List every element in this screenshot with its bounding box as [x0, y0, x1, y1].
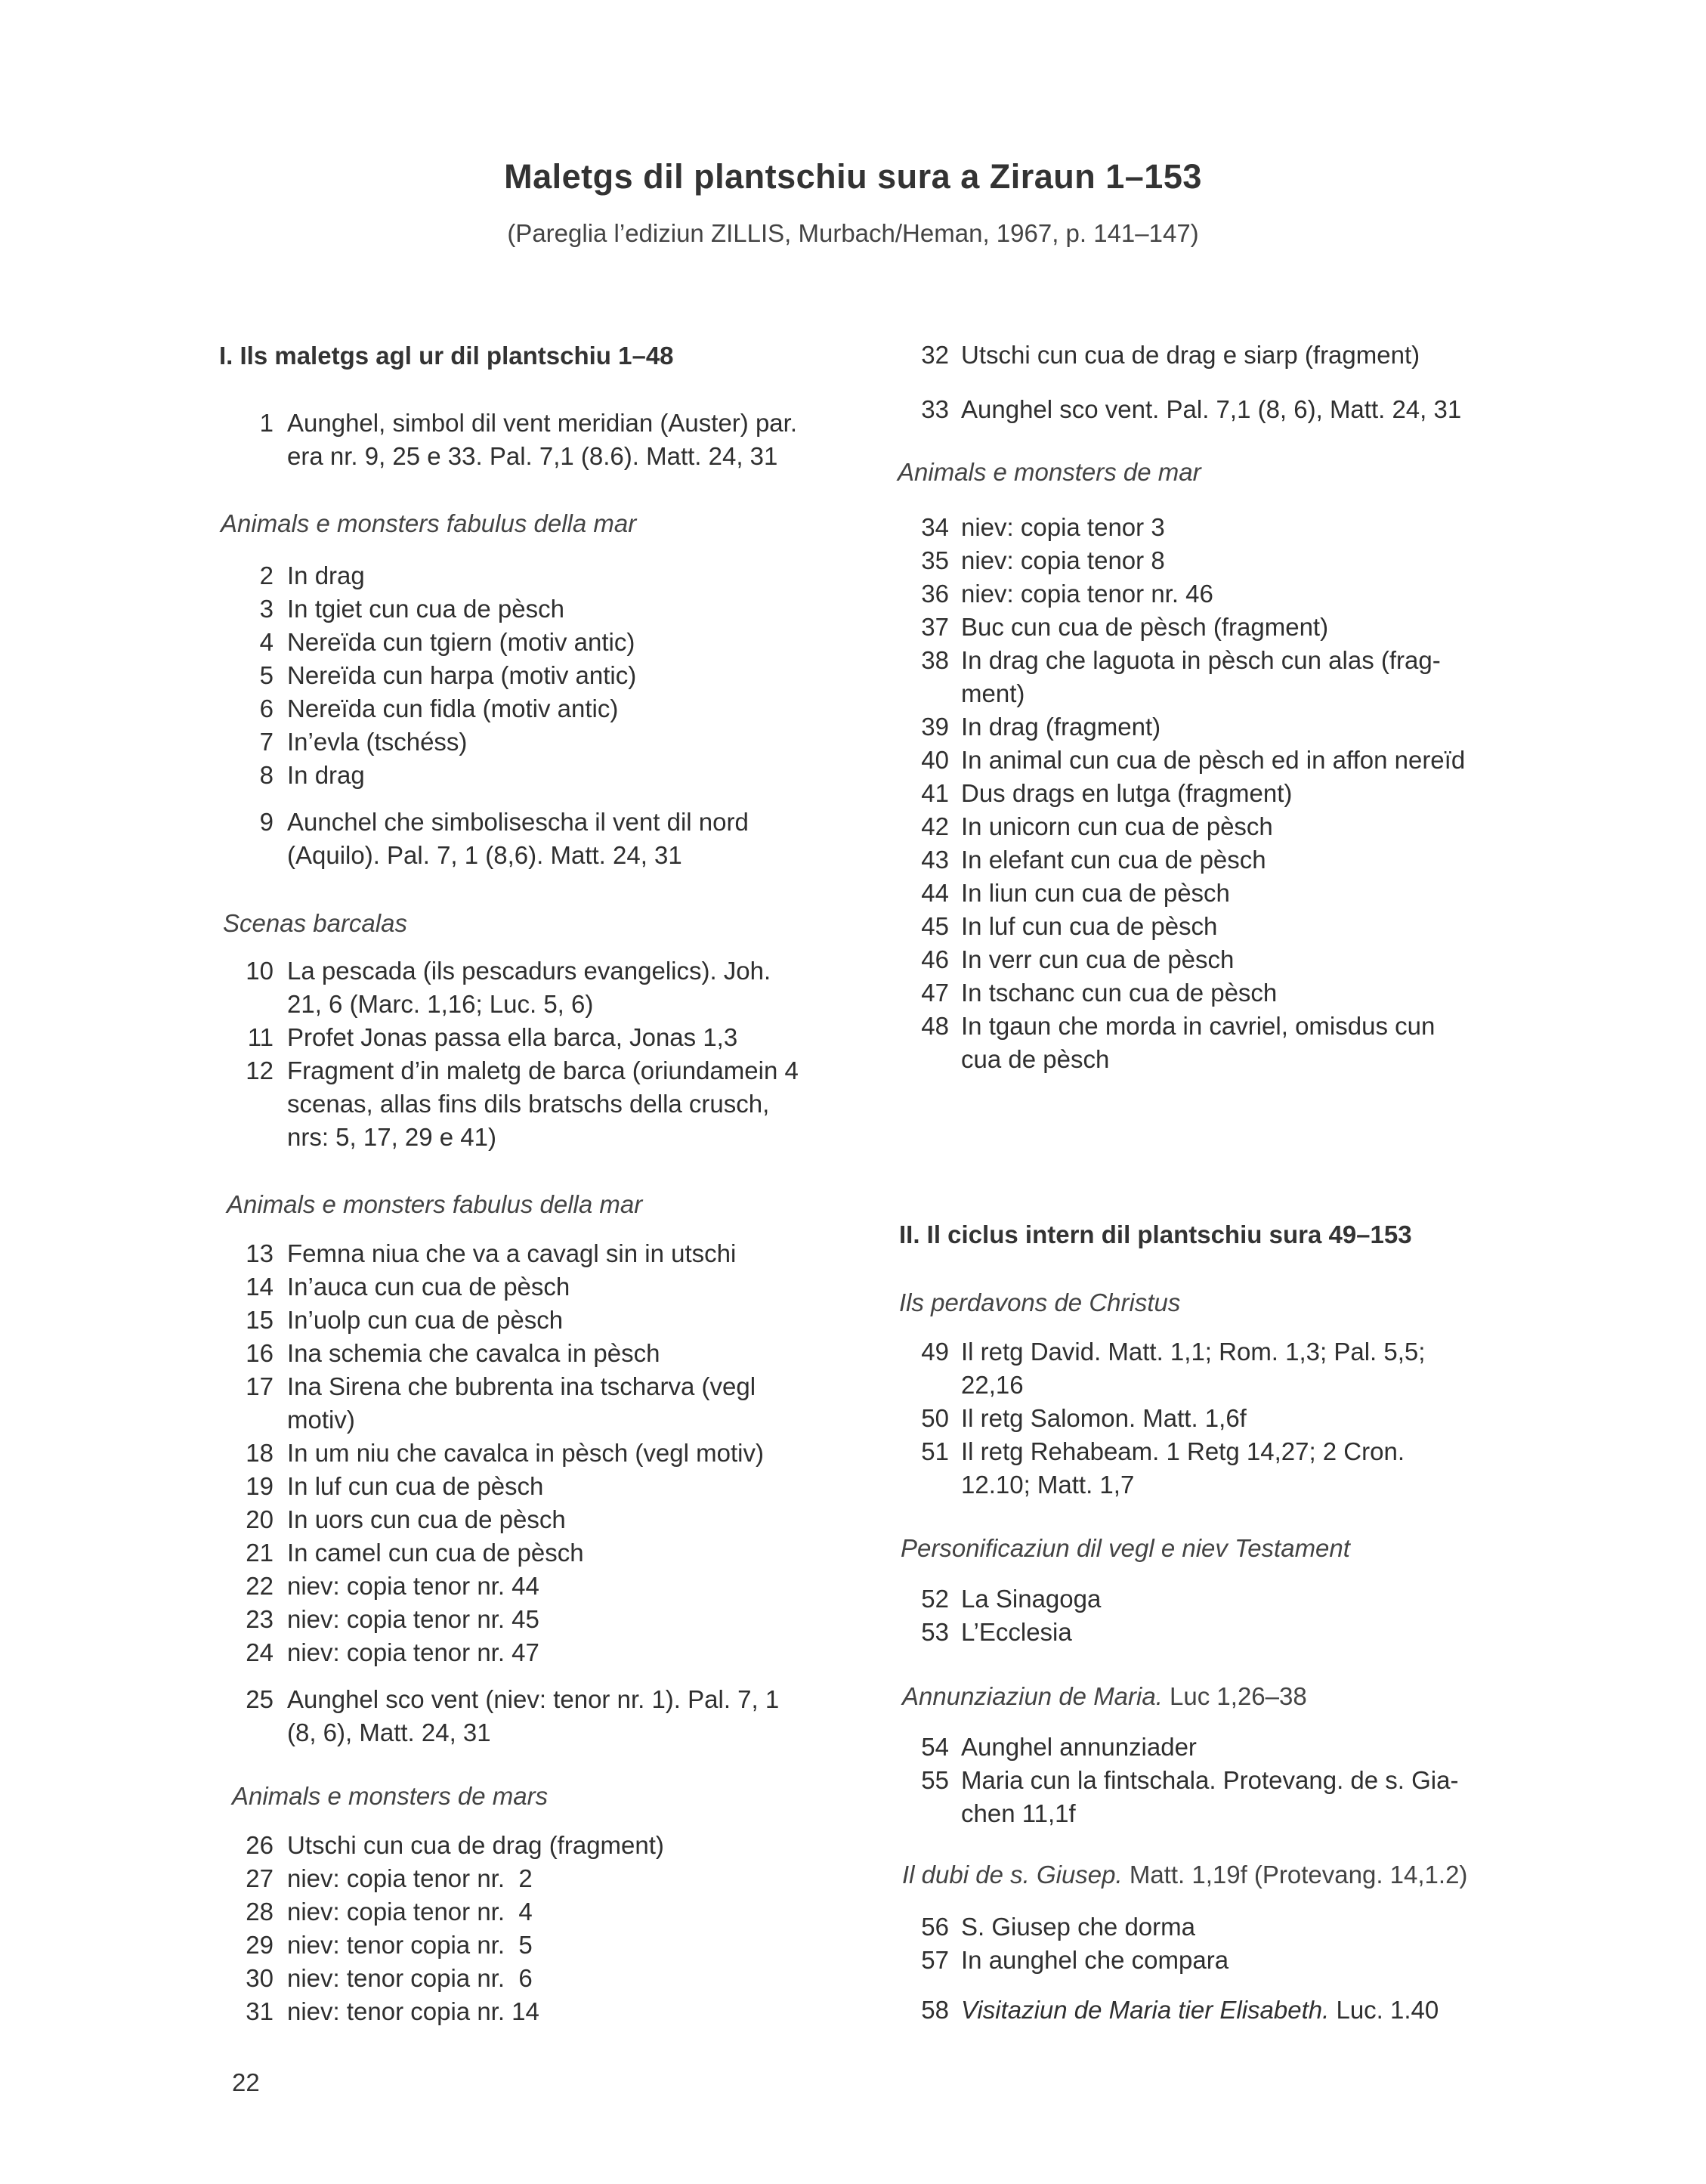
item-text-content: In’evla (tschéss) [287, 728, 468, 756]
item-number: 53 [921, 1618, 949, 1646]
item-number: 47 [921, 979, 949, 1007]
item-text-content: La Sinagoga [961, 1585, 1102, 1613]
item-number: 20 [246, 1505, 274, 1533]
item-text [961, 843, 1266, 877]
item-text [961, 744, 1465, 777]
item-text [961, 1616, 1072, 1649]
item-text [287, 659, 636, 692]
item-text [287, 1370, 861, 1437]
item-number: 9 [259, 808, 274, 836]
item-number: 33 [921, 395, 949, 423]
item-text-content: Nereïda cun harpa (motiv antic) [287, 661, 637, 689]
item-text [961, 1582, 1101, 1616]
item-text [287, 806, 861, 872]
item-text-line: Aunghel sco vent (niev: tenor nr. 1). Pal. 7, 1 [287, 1685, 780, 1713]
item-text [287, 407, 861, 473]
item-text [961, 644, 1535, 710]
item-text-line: (Aquilo). Pal. 7, 1 (8,6). Matt. 24, 31 [287, 841, 682, 869]
item-text [961, 511, 1165, 544]
item-text [287, 1962, 533, 1995]
subsection-heading [899, 1288, 1180, 1317]
item-text-content: niev: tenor copia nr. 14 [287, 1997, 539, 2025]
item-title-italic: Visitaziun de Maria tier Elisabeth. [961, 1996, 1330, 2024]
item-text-content: Nereïda cun fidla (motiv antic) [287, 694, 619, 722]
item-text-line: era nr. 9, 25 e 33. Pal. 7,1 (8.6). Matt. 24, 31 [287, 442, 778, 470]
heading-text: Animals e monsters fabulus della mar [227, 1190, 643, 1218]
item-text [961, 1764, 1535, 1830]
subsection-heading [902, 1682, 1307, 1711]
item-text-content: niev: copia tenor 3 [961, 513, 1165, 541]
item-text-content: niev: copia tenor 8 [961, 546, 1165, 574]
item-text-content: In drag [287, 561, 365, 589]
item-text [287, 1929, 533, 1962]
item-text [287, 1829, 664, 1862]
item-text-content: In uors cun cua de pèsch [287, 1505, 566, 1533]
item-text [961, 1402, 1247, 1435]
item-text-line: In tgaun che morda in cavriel, omisdus cun [961, 1012, 1436, 1040]
heading-text: Ils perdavons de Christus [899, 1288, 1181, 1316]
item-text [961, 1944, 1229, 1977]
item-text-content: In animal cun cua de pèsch ed in affon nereïd [961, 746, 1466, 774]
item-text-content: In drag [287, 761, 365, 789]
item-number: 5 [259, 661, 274, 689]
item-text [961, 910, 1217, 943]
item-number: 16 [246, 1339, 274, 1367]
item-number: 11 [247, 1023, 274, 1051]
item-text-content: Nereïda cun tgiern (motiv antic) [287, 628, 635, 656]
item-text [961, 1335, 1535, 1402]
item-text [961, 810, 1273, 843]
item-text-content: In drag (fragment) [961, 713, 1161, 741]
page-number: 22 [232, 2068, 260, 2096]
item-number: 6 [259, 694, 274, 722]
item-text-content: Aunghel sco vent. Pal. 7,1 (8, 6), Matt. 24, 31 [961, 395, 1462, 423]
item-number: 21 [246, 1539, 274, 1567]
item-text-content: In elefant cun cua de pèsch [961, 846, 1266, 874]
item-text-line: Il retg Rehabeam. 1 Retg 14,27; 2 Cron. [961, 1437, 1405, 1465]
item-text-content: In camel cun cua de pèsch [287, 1539, 584, 1567]
item-text [961, 339, 1420, 372]
item-number: 41 [921, 779, 949, 807]
heading-text: Il dubi de s. Giusep. [902, 1861, 1123, 1889]
section-heading [219, 342, 674, 370]
item-number: 32 [921, 341, 949, 369]
item-text-content: Luc. 1.40 [1329, 1996, 1439, 2024]
item-number: 15 [246, 1306, 274, 1334]
item-text-line: In drag che laguota in pèsch cun alas (frag- [961, 646, 1441, 674]
item-text [961, 943, 1234, 976]
item-text [287, 1995, 539, 2028]
item-number: 8 [259, 761, 274, 789]
item-number: 17 [246, 1372, 274, 1400]
item-number: 13 [246, 1239, 274, 1267]
item-text-line: nrs: 5, 17, 29 e 41) [287, 1123, 497, 1151]
item-number: 31 [246, 1997, 274, 2025]
item-text-line: ment) [961, 679, 1025, 707]
item-number: 14 [246, 1273, 274, 1301]
item-text-content: In liun cun cua de pèsch [961, 879, 1230, 907]
item-number: 50 [921, 1404, 949, 1432]
item-number: 48 [921, 1012, 949, 1040]
item-text-content: In unicorn cun cua de pèsch [961, 812, 1273, 840]
item-text [287, 1536, 584, 1570]
item-number: 51 [921, 1437, 949, 1465]
item-text [961, 777, 1292, 810]
item-number: 3 [259, 595, 274, 623]
item-text [287, 1503, 566, 1536]
section-heading [899, 1220, 1412, 1249]
item-text-content: In luf cun cua de pèsch [961, 912, 1218, 940]
item-number: 4 [259, 628, 274, 656]
item-text [961, 877, 1230, 910]
item-text [961, 1994, 1439, 2027]
item-text-line: scenas, allas fins dils bratschs della crusch, [287, 1090, 770, 1118]
item-text-content: In tschanc cun cua de pèsch [961, 979, 1278, 1007]
item-number: 39 [921, 713, 949, 741]
item-number: 25 [246, 1685, 274, 1713]
item-text-content: In’auca cun cua de pèsch [287, 1273, 570, 1301]
item-text-content: niev: copia tenor nr. 4 [287, 1898, 533, 1926]
item-number: 40 [921, 746, 949, 774]
item-number: 38 [921, 646, 949, 674]
item-text-content: niev: copia tenor nr. 44 [287, 1572, 539, 1600]
item-text-content: In verr cun cua de pèsch [961, 945, 1235, 973]
item-text-line: motiv) [287, 1406, 355, 1434]
item-text [961, 611, 1328, 644]
item-text-content: Utschi cun cua de drag (fragment) [287, 1831, 664, 1859]
heading-text: Scenas barcalas [223, 909, 407, 937]
item-text-content: L’Ecclesia [961, 1618, 1072, 1646]
item-number: 27 [246, 1864, 274, 1892]
item-text-line: Il retg David. Matt. 1,1; Rom. 1,3; Pal. 5,5; [961, 1338, 1426, 1366]
item-text-content: In um niu che cavalca in pèsch (vegl motiv) [287, 1439, 764, 1467]
item-text-line: La pescada (ils pescadurs evangelics). Joh. [287, 957, 771, 985]
item-text-content: niev: tenor copia nr. 6 [287, 1964, 533, 1992]
item-number: 12 [246, 1056, 274, 1084]
item-number: 36 [921, 580, 949, 608]
item-text-line: cua de pèsch [961, 1045, 1110, 1073]
item-text [287, 1337, 660, 1370]
item-text-line: Maria cun la fintschala. Protevang. de s. Gia- [961, 1766, 1459, 1794]
item-number: 54 [921, 1733, 949, 1761]
item-text [287, 626, 635, 659]
item-number: 18 [246, 1439, 274, 1467]
item-number: 7 [259, 728, 274, 756]
item-text-content: In aunghel che compara [961, 1946, 1229, 1974]
subsection-heading [223, 909, 407, 938]
item-text [287, 954, 861, 1021]
item-number: 43 [921, 846, 949, 874]
item-number: 1 [259, 409, 274, 437]
item-number: 28 [246, 1898, 274, 1926]
item-text [287, 1304, 563, 1337]
heading-text: Animals e monsters fabulus della mar [221, 509, 637, 537]
item-text [961, 577, 1213, 611]
item-text [961, 1731, 1197, 1764]
item-text-content: niev: copia tenor nr. 45 [287, 1605, 539, 1633]
item-text [961, 544, 1165, 577]
item-text [961, 976, 1277, 1010]
item-text-content: In tgiet cun cua de pèsch [287, 595, 564, 623]
heading-text: I. Ils maletgs agl ur dil plantschiu 1–48 [219, 342, 674, 370]
item-text [287, 559, 365, 592]
item-text [961, 710, 1161, 744]
item-number: 23 [246, 1605, 274, 1633]
subsection-heading [902, 1861, 1467, 1889]
item-number: 55 [921, 1766, 949, 1794]
item-text-line: 22,16 [961, 1371, 1024, 1399]
item-text [287, 1636, 539, 1669]
item-text [287, 692, 618, 725]
heading-reference: Luc 1,26–38 [1162, 1682, 1307, 1710]
heading-text: Animals e monsters de mars [232, 1782, 549, 1810]
item-text-content: niev: copia tenor nr. 47 [287, 1638, 539, 1666]
item-number: 57 [921, 1946, 949, 1974]
item-text-line: Aunghel, simbol dil vent meridian (Auster) par. [287, 409, 797, 437]
item-text-content: Il retg Salomon. Matt. 1,6f [961, 1404, 1247, 1432]
subsection-heading [221, 509, 636, 538]
item-text-content: Utschi cun cua de drag e siarp (fragment) [961, 341, 1420, 369]
item-text-content: Femna niua che va a cavagl sin in utschi [287, 1239, 737, 1267]
item-text-content: Ina schemia che cavalca in pèsch [287, 1339, 660, 1367]
item-text-line: 21, 6 (Marc. 1,16; Luc. 5, 6) [287, 990, 594, 1018]
item-text [287, 1021, 737, 1054]
item-text [961, 393, 1461, 426]
heading-reference: Matt. 1,19f (Protevang. 14,1.2) [1122, 1861, 1468, 1889]
item-text [287, 1437, 764, 1470]
item-text [287, 1862, 533, 1895]
item-number: 52 [921, 1585, 949, 1613]
item-text-content: Profet Jonas passa ella barca, Jonas 1,3 [287, 1023, 738, 1051]
item-text [287, 1683, 861, 1749]
item-text-line: 12.10; Matt. 1,7 [961, 1471, 1135, 1499]
item-text-line: Ina Sirena che bubrenta ina tscharva (vegl [287, 1372, 756, 1400]
item-number: 49 [921, 1338, 949, 1366]
item-text-line: Fragment d’in maletg de barca (oriundamein 4 [287, 1056, 799, 1084]
item-text [961, 1910, 1195, 1944]
subsection-heading [898, 458, 1201, 487]
item-text [287, 725, 467, 759]
item-text [961, 1435, 1535, 1502]
item-number: 19 [246, 1472, 274, 1500]
item-text [961, 1010, 1535, 1076]
heading-text: Annunziaziun de Maria. [902, 1682, 1163, 1710]
heading-text: Personificaziun dil vegl e niev Testament [901, 1534, 1350, 1562]
item-number: 44 [921, 879, 949, 907]
item-text-content: niev: copia tenor nr. 46 [961, 580, 1213, 608]
item-number: 34 [921, 513, 949, 541]
item-number: 37 [921, 613, 949, 641]
item-text [287, 1054, 861, 1154]
item-number: 10 [246, 957, 274, 985]
item-number: 30 [246, 1964, 274, 1992]
item-text-line: (8, 6), Matt. 24, 31 [287, 1718, 491, 1746]
subsection-heading [227, 1190, 642, 1219]
item-text [287, 1270, 570, 1304]
item-text-content: niev: copia tenor nr. 2 [287, 1864, 533, 1892]
item-text-content: Buc cun cua de pèsch (fragment) [961, 613, 1329, 641]
item-number: 26 [246, 1831, 274, 1859]
item-text [287, 1895, 533, 1929]
item-number: 45 [921, 912, 949, 940]
page-title: Maletgs dil plantschiu sura a Ziraun 1–153 [504, 157, 1202, 196]
item-number: 29 [246, 1931, 274, 1959]
item-number: 42 [921, 812, 949, 840]
item-text-content: In’uolp cun cua de pèsch [287, 1306, 564, 1334]
item-number: 22 [246, 1572, 274, 1600]
item-number: 58 [921, 1996, 949, 2024]
item-text-content: In luf cun cua de pèsch [287, 1472, 544, 1500]
heading-text: Animals e monsters de mar [898, 458, 1201, 486]
item-text-content: niev: tenor copia nr. 5 [287, 1931, 533, 1959]
item-text [287, 759, 365, 792]
item-number: 35 [921, 546, 949, 574]
item-number: 56 [921, 1913, 949, 1941]
item-text-content: S. Giusep che dorma [961, 1913, 1195, 1941]
item-text-content: Aunghel annunziader [961, 1733, 1197, 1761]
item-number: 24 [246, 1638, 274, 1666]
item-number: 46 [921, 945, 949, 973]
item-text [287, 1603, 539, 1636]
item-text [287, 1470, 543, 1503]
heading-text: II. Il ciclus intern dil plantschiu sura 49–153 [899, 1220, 1412, 1248]
item-text-content: Dus drags en lutga (fragment) [961, 779, 1293, 807]
subsection-heading [232, 1782, 548, 1811]
item-text [287, 592, 564, 626]
item-number: 2 [259, 561, 274, 589]
item-text-line: chen 11,1f [961, 1799, 1076, 1827]
subsection-heading [901, 1534, 1350, 1563]
item-text-line: Aunchel che simbolisescha il vent dil nord [287, 808, 749, 836]
item-text [287, 1237, 736, 1270]
page-subtitle: (Pareglia l’ediziun ZILLIS, Murbach/Heman, 1967, p. 141–147) [507, 219, 1199, 247]
item-text [287, 1570, 539, 1603]
